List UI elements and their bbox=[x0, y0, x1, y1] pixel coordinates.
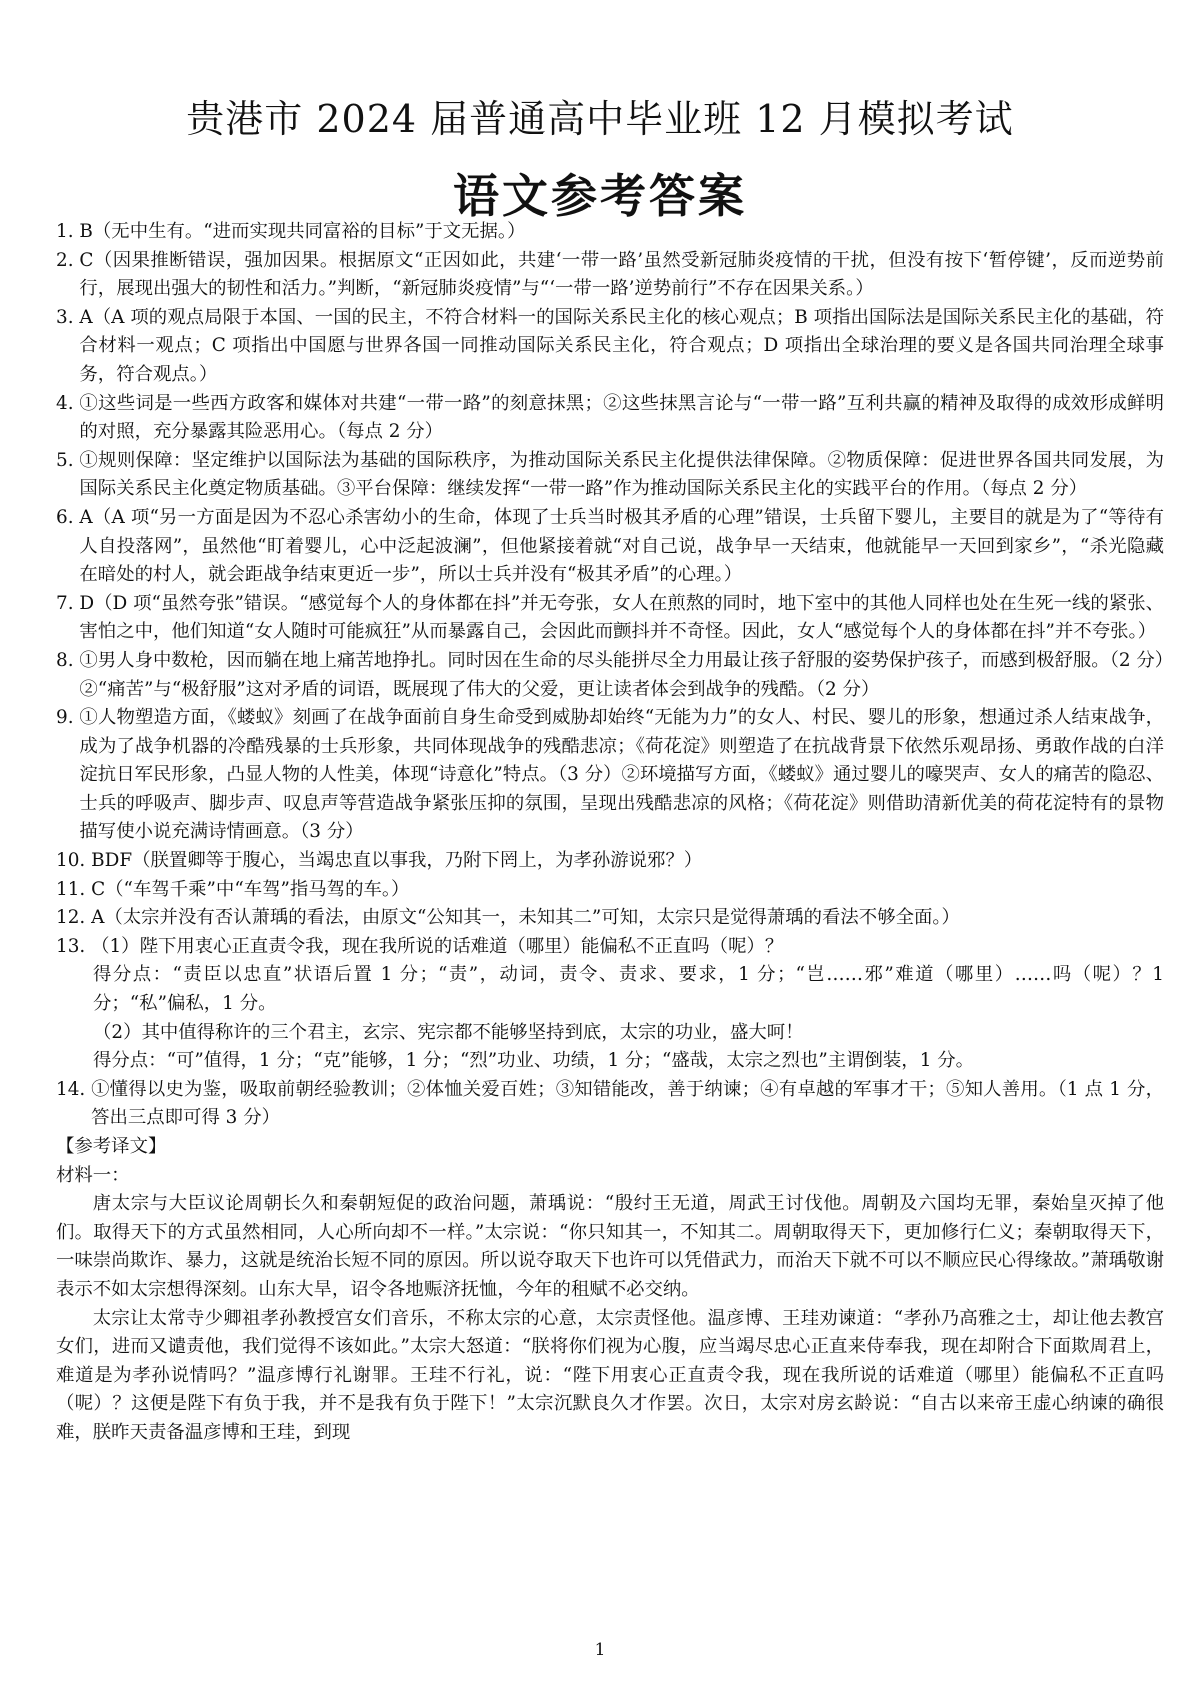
answer-item-8 bbox=[56, 647, 1164, 704]
answer-number: 3. bbox=[56, 306, 80, 328]
answer-item-5 bbox=[56, 447, 1164, 504]
answer-text: ①男人身中数枪，因而躺在地上痛苦地挣扎。同时因在生命的尽头能拼尽全力用最让孩子舒服的姿势保护孩子，而感到极舒服。（2 分）②“痛苦”与“极舒服”这对矛盾的词语，既展现了伟大的父爱，更让读者体会到战争的残酷。（2 分） bbox=[79, 649, 1164, 700]
answer-item-1 bbox=[56, 218, 1164, 247]
answer-item-3 bbox=[56, 304, 1164, 390]
translation-heading: 【参考译文】 bbox=[56, 1136, 167, 1157]
answer-text: A（A 项“另一方面是因为不忍心杀害幼小的生命，体现了士兵当时极其矛盾的心理”错误，士兵留下婴儿，主要目的就是为了“等待有人自投落网”，虽然他“盯着婴儿，心中泛起波澜”，但他紧接着就“对自己说，战争早一天结束，他就能早一天回到家乡”，“杀光隐藏在暗处的村人，就会距战争结束更近一步”，所以士兵并没有“极其矛盾”的心理。） bbox=[79, 506, 1164, 586]
answer-number: 6. bbox=[56, 506, 80, 528]
translation-answer-1: （1）陛下用衷心正直责令我，现在我所说的话难道（哪里）能偏私不正直吗（呢）？ bbox=[91, 935, 784, 957]
answer-number: 2. bbox=[56, 249, 80, 271]
answer-item-7 bbox=[56, 590, 1164, 647]
answer-text: BDF（朕置卿等于腹心，当竭忠直以事我，乃附下罔上，为孝孙游说邪？） bbox=[91, 850, 703, 872]
exam-title: 贵港市 2024 届普通高中毕业班 12 月模拟考试 bbox=[186, 97, 1014, 141]
answer-item-6 bbox=[56, 504, 1164, 590]
answer-item-14 bbox=[56, 1076, 1164, 1133]
answer-number: 8. bbox=[56, 649, 80, 671]
answer-text: B（无中生有。“进而实现共同富裕的目标”于文无据。） bbox=[79, 221, 526, 242]
answer-text: C（因果推断错误，强加因果。根据原文“正因如此，共建‘一带一路’虽然受新冠肺炎疫情的干扰，但没有按下‘暂停键’，反而逆势前行，展现出强大的韧性和活力。”判断，“新冠肺炎疫情”与“‘一带一路’逆势前行”不存在因果关系。） bbox=[79, 249, 1164, 300]
answer-text: ①这些词是一些西方政客和媒体对共建“一带一路”的刻意抹黑；②这些抹黑言论与“一带一路”互利共赢的精神及取得的成效形成鲜明的对照，充分暴露其险恶用心。（每点 2 分） bbox=[79, 392, 1164, 443]
answer-item-13 bbox=[56, 933, 1164, 962]
answer-text: C（“车驾千乘”中“车驾”指马驾的车。） bbox=[91, 878, 410, 900]
answer-number: 9. bbox=[56, 707, 80, 729]
answer-number: 4. bbox=[56, 392, 80, 414]
material-label: 材料一： bbox=[56, 1164, 130, 1186]
answer-text: ①懂得以史为鉴，吸取前朝经验教训；②体恤关爱百姓；③知错能改，善于纳谏；④有卓越的军事才干；⑤知人善用。（1 点 1 分，答出三点即可得 3 分） bbox=[91, 1078, 1164, 1129]
answer-number: 10. bbox=[56, 850, 92, 872]
answer-item-11 bbox=[56, 876, 1164, 905]
answer-number: 5. bbox=[56, 449, 80, 471]
answer-number: 11. bbox=[56, 878, 92, 900]
translation-paragraph: 太宗让太常寺少卿祖孝孙教授宫女们音乐，不称太宗的心意，太宗责怪他。温彦博、王珪劝谏道：“孝孙乃高雅之士，却让他去教宫女们，进而又谴责他，我们觉得不该如此。”太宗大怒道：“朕将你们视为心腹，应当竭尽忠心正直来侍奉我，现在却附合下面欺周君上，难道是为孝孙说情吗？”温彦博行礼谢罪。王珪不行礼，说：“陛下用衷心正直责令我，现在我所说的话难道（哪里）能偏私不正直吗（呢）？这便是陛下有负于我，并不是我有负于陛下！”太宗沉默良久才作罢。次日，太宗对房玄龄说：“自古以来帝王虚心纳谏的确很难，朕昨天责备温彦博和王珪，到现 bbox=[56, 1307, 1164, 1443]
answer-text: ①规则保障：坚定维护以国际法为基础的国际秩序，为推动国际关系民主化提供法律保障。②物质保障：促进世界各国共同发展，为国际关系民主化奠定物质基础。③平台保障：继续发挥“一带一路”作为推动国际关系民主化的实践平台的作用。（每点 2 分） bbox=[79, 449, 1164, 500]
answer-item-2 bbox=[56, 247, 1164, 304]
translation-answer-2: （2）其中值得称许的三个君主，玄宗、宪宗都不能够坚持到底，太宗的功业，盛大呵！ bbox=[93, 1021, 804, 1043]
answer-item-10 bbox=[56, 847, 1164, 876]
answer-body bbox=[56, 218, 1164, 1448]
translation-paragraph: 唐太宗与大臣议论周朝长久和秦朝短促的政治问题，萧瑀说：“殷纣王无道，周武王讨伐他。周朝及六国均无罪，秦始皇灭掉了他们。取得天下的方式虽然相同，人心所向却不一样。”太宗说：“你只知其一，不知其二。周朝取得天下，更加修行仁义；秦朝取得天下，一味崇尚欺诈、暴力，这就是统治长短不同的原因。所以说夺取天下也许可以凭借武力，而治天下就不可以不顺应民心得缘故。”萧瑀敬谢表示不如太宗想得深刻。山东大旱，诏令各地赈济抚恤，今年的租赋不必交纳。 bbox=[56, 1193, 1164, 1300]
scoring-points-1: 得分点：“责臣以忠直”状语后置 1 分；“责”，动词，责令、责求、要求，1 分；“岂……邪”难道（哪里）……吗（呢）？1 分；“私”偏私，1 分。 bbox=[93, 964, 1164, 1015]
answer-text: A（太宗并没有否认萧瑀的看法，由原文“公知其一，未知其二”可知，太宗只是觉得萧瑀的看法不够全面。） bbox=[91, 907, 960, 929]
answer-number: 1. bbox=[56, 221, 80, 242]
page-number: 1 bbox=[594, 1640, 606, 1660]
answer-text: ①人物塑造方面，《蝼蚁》刻画了在战争面前自身生命受到威胁却始终“无能为力”的女人、村民、婴儿的形象，想通过杀人结束战争，成为了战争机器的冷酷残暴的士兵形象，共同体现战争的残酷悲凉；《荷花淀》则塑造了在抗战背景下依然乐观昂扬、勇敢作战的白洋淀抗日军民形象，凸显人物的人性美，体现“诗意化”特点。（3 分）②环境描写方面，《蝼蚁》通过婴儿的嚎哭声、女人的痛苦的隐忍、士兵的呼吸声、脚步声、叹息声等营造战争紧张压抑的氛围，呈现出残酷悲凉的风格；《荷花淀》则借助清新优美的荷花淀特有的景物描写使小说充满诗情画意。（3 分） bbox=[79, 707, 1165, 843]
answer-number: 7. bbox=[56, 592, 80, 614]
scoring-points-2: 得分点：“可”值得，1 分；“克”能够，1 分；“烈”功业、功绩，1 分；“盛哉，太宗之烈也”主谓倒装，1 分。 bbox=[93, 1050, 975, 1072]
answer-text: D（D 项“虽然夸张”错误。“感觉每个人的身体都在抖”并无夸张，女人在煎熬的同时，地下室中的其他人同样也处在生死一线的紧张、害怕之中，他们知道“女人随时可能疯狂”从而暴露自己，会因此而颤抖并不奇怪。因此，女人“感觉每个人的身体都在抖”并不夸张。） bbox=[79, 592, 1164, 643]
answer-text: A（A 项的观点局限于本国、一国的民主，不符合材料一的国际关系民主化的核心观点；B 项指出国际法是国际关系民主化的基础，符合材料一观点；C 项指出中国愿与世界各国一同推动国际关系民主化，符合观点；D 项指出全球治理的要义是各国共同治理全球事务，符合观点。） bbox=[79, 306, 1164, 385]
answer-item-9 bbox=[56, 704, 1164, 847]
answer-item-4 bbox=[56, 390, 1164, 447]
answer-number: 14. bbox=[56, 1078, 92, 1100]
answer-number: 12. bbox=[56, 907, 92, 929]
answer-item-12 bbox=[56, 904, 1164, 933]
document-subtitle: 语文参考答案 bbox=[453, 169, 747, 223]
answer-number: 13. bbox=[56, 935, 92, 957]
